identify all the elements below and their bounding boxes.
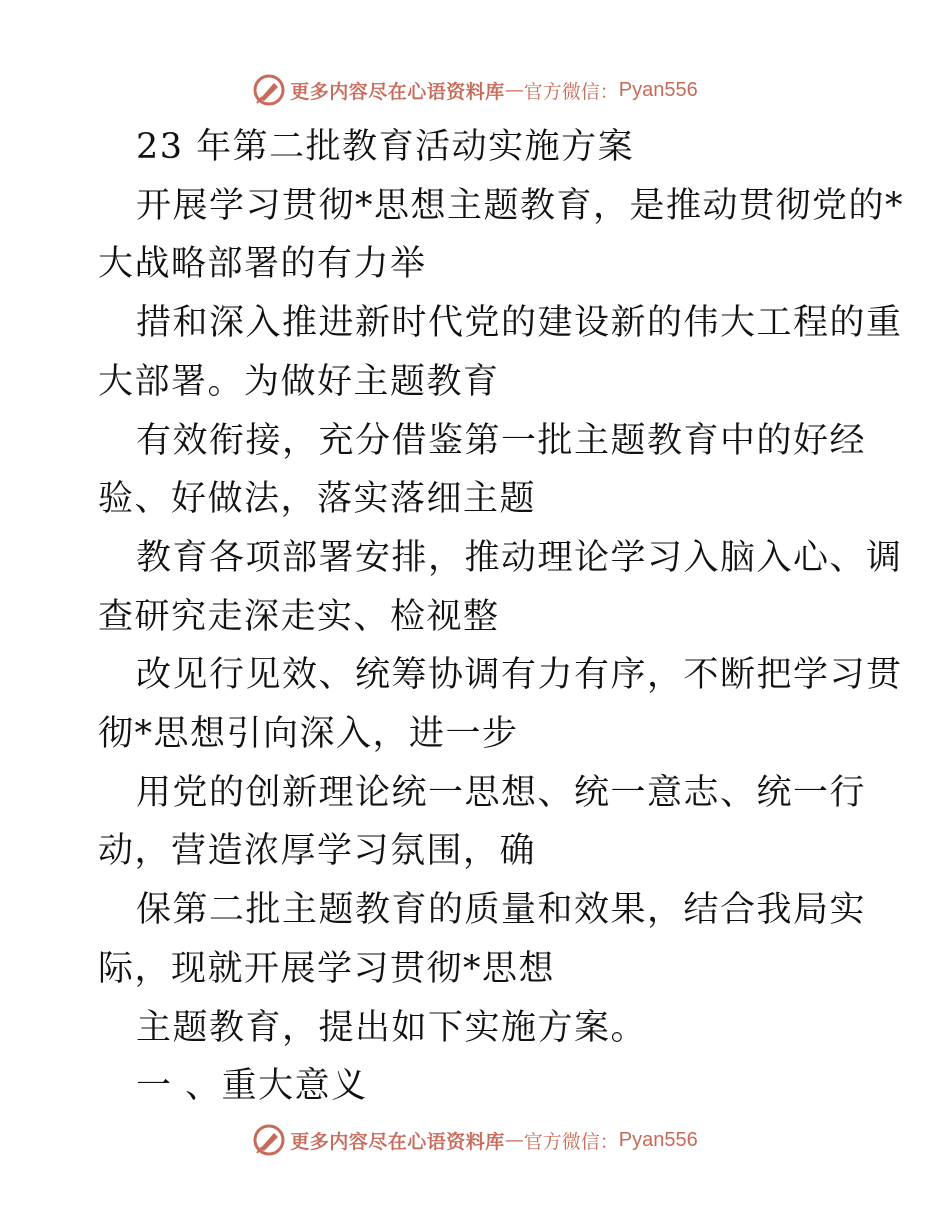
body-line: 保第二批主题教育的质量和效果，结合我局实 — [136, 890, 867, 931]
body-line: 改见行见效、统筹协调有力有序，不断把学习贯 — [136, 655, 903, 696]
pen-logo-icon — [252, 1123, 286, 1157]
body-line: 查研究走深走实、检视整 — [98, 596, 500, 637]
body-line: 彻*思想引向深入，进一步 — [98, 714, 519, 755]
banner-account: Pyan556 — [618, 78, 698, 101]
body-line: 动，营造浓厚学习氛围，确 — [98, 831, 537, 872]
section-heading: 一 、重大意义 — [136, 1066, 368, 1107]
banner-label: 官方微信： — [523, 80, 619, 103]
banner-main-text: 更多内容尽在心语资料库 — [290, 1130, 505, 1153]
body-line: 有效衔接，充分借鉴第一批主题教育中的好经 — [136, 420, 867, 461]
banner-label: 官方微信： — [523, 1130, 619, 1153]
document-title: 23 年第二批教育活动实施方案 — [136, 127, 635, 167]
body-line: 大部署。为做好主题教育 — [98, 361, 500, 402]
pen-logo-icon — [252, 73, 286, 107]
body-line: 开展学习贯彻*思想主题教育，是推动贯彻党的* — [136, 185, 905, 226]
banner-account: Pyan556 — [618, 1128, 698, 1151]
body-line: 主题教育，提出如下实施方案。 — [136, 1007, 648, 1048]
document-body — [98, 118, 905, 1116]
body-line: 验、好做法，落实落细主题 — [98, 479, 537, 520]
banner-main-text: 更多内容尽在心语资料库 — [290, 80, 505, 103]
banner-separator: — — [504, 1129, 524, 1151]
body-line: 大战略部署的有力举 — [98, 244, 427, 285]
banner-separator: — — [504, 79, 524, 101]
body-line: 教育各项部署安排，推动理论学习入脑入心、调 — [136, 537, 903, 578]
footer-watermark-banner — [0, 1120, 950, 1160]
body-line: 际，现就开展学习贯彻*思想 — [98, 948, 556, 989]
body-line: 用党的创新理论统一思想、统一意志、统一行 — [136, 772, 867, 813]
header-watermark-banner — [0, 70, 950, 110]
body-line: 措和深入推进新时代党的建设新的伟大工程的重 — [136, 303, 903, 344]
